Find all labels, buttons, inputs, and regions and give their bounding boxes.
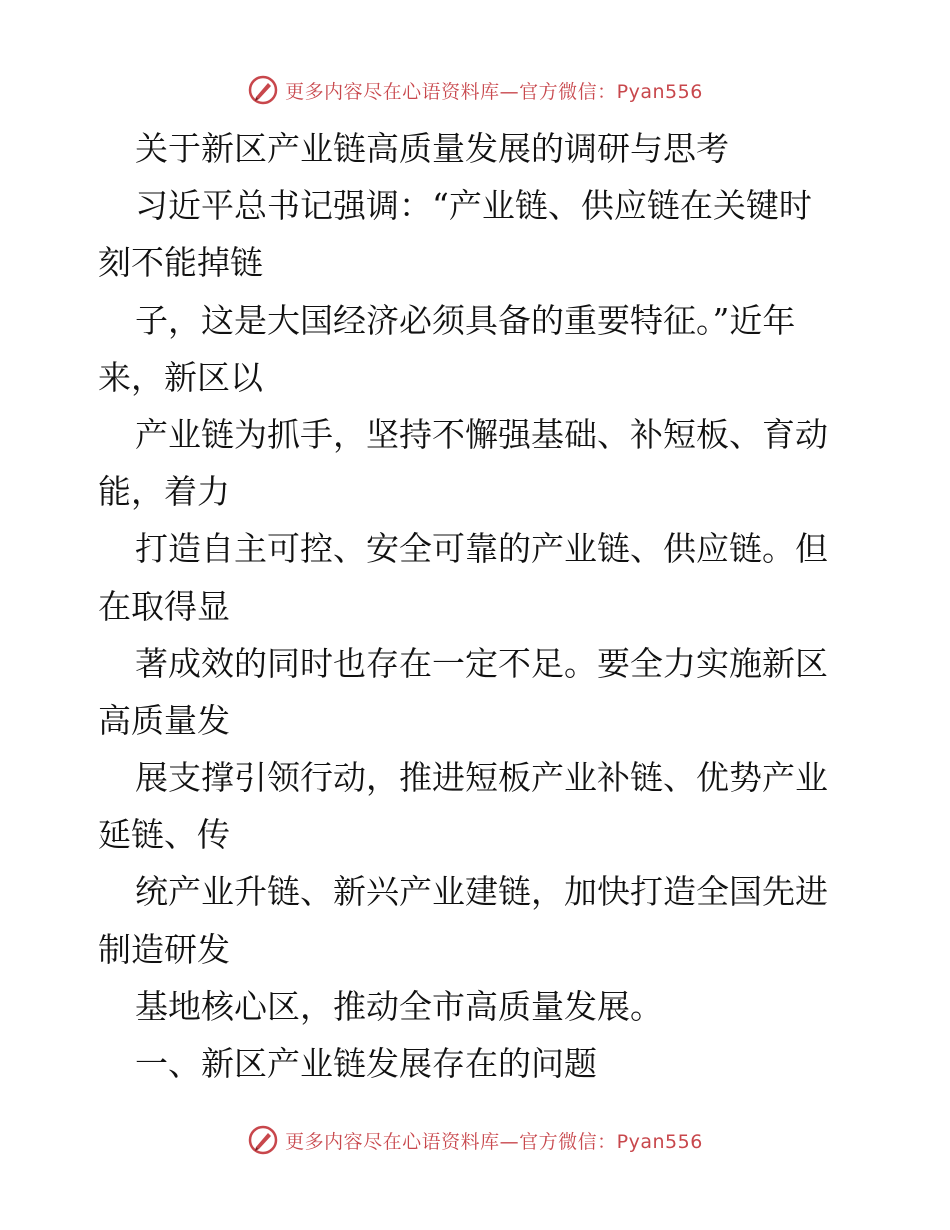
text-line: 延链、传 [98,815,230,855]
text-line: 基地核心区，推动全市高质量发展。 [135,986,663,1026]
pen-logo-icon [247,1124,279,1156]
text-line: 产业链为抓手，坚持不懈强基础、补短板、育动 [135,414,828,454]
text-line: 能，着力 [98,472,230,512]
text-line: 在取得显 [98,586,230,626]
text-line: 子，这是大国经济必须具备的重要特征。”近年 [135,300,796,340]
document-body [98,120,858,1092]
text-line: 习近平总书记强调：“产业链、供应链在关键时 [135,186,812,226]
text-line: 来，新区以 [98,357,263,397]
header-watermark-text: 更多内容尽在心语资料库—官方微信：Pyan556 [285,80,703,103]
text-line: 著成效的同时也存在一定不足。要全力实施新区 [135,643,828,683]
text-line: 刻不能掉链 [98,243,263,283]
text-line: 关于新区产业链高质量发展的调研与思考 [135,129,729,168]
text-line: 展支撑引领行动，推进短板产业补链、优势产业 [135,758,828,798]
footer-watermark-banner [0,1120,950,1160]
text-line: 制造研发 [98,929,230,969]
footer-watermark-text: 更多内容尽在心语资料库—官方微信：Pyan556 [285,1130,703,1153]
text-line: 打造自主可控、安全可靠的产业链、供应链。但 [135,529,828,569]
text-line: 统产业升链、新兴产业建链，加快打造全国先进 [135,872,828,912]
pen-logo-icon [247,74,279,106]
text-line: 一、新区产业链发展存在的问题 [135,1044,597,1083]
header-watermark-banner [0,70,950,110]
text-line: 高质量发 [98,700,230,740]
